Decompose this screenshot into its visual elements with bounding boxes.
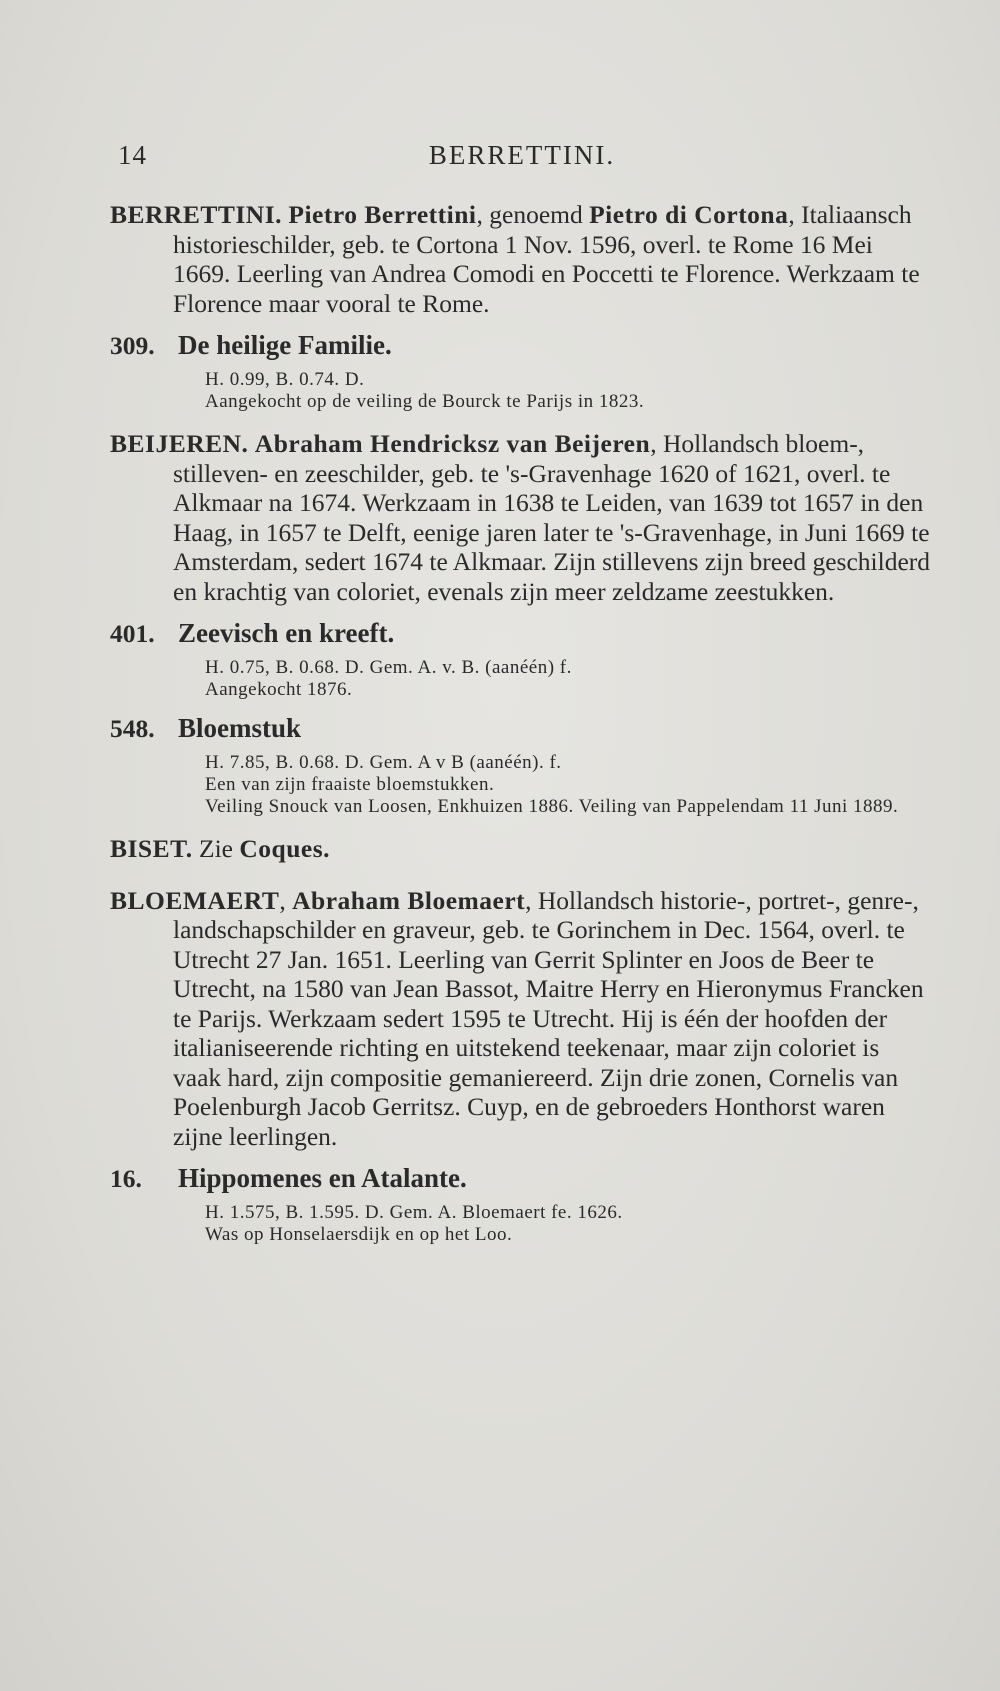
artist-bio-text: , Hollandsch bloem-, stilleven- en zeeschilder, geb. te 's-Gravenhage 1620 of 1621, overl. te Alkmaar na 1674. Werkzaam in 1638 te Leiden, van 1639 tot 1657 in den Haag, in 1657 te Delft, eenige jaren later te 's-Gravenhage, in Juni 1669 te Amsterdam, sedert 1674 te Alkmaar. Zijn stillevens zijn breed geschilderd en krachtig van coloriet, evenals zijn meer zeldzame zeestukken. — [173, 429, 931, 606]
artist-paragraph — [110, 834, 930, 864]
artwork-detail-line: Een van zijn fraaiste bloemstukken. — [205, 774, 495, 795]
artist-bio-text: , Hollandsch historie-, portret-, genre-, landschapschilder en graveur, geb. te Gorinchem in Dec. 1564, overl. te Utrecht 27 Jan. 1651. Leerling van Gerrit Splinter en Joos de Beer te Utrecht, na 1580 van Jean Bassot, Maitre Herry en Hieronymus Francken te Parijs. Werkzaam sedert 1595 te Utrecht. Hij is één der hoofden der italianiseerende richting en uitstekend teekenaar, maar zijn coloriet is vaak hard, zijn compositie gemaniereerd. Zijn drie zonen, Cornelis van Poelenburgh Jacob Gerritsz. Cuyp, en de gebroeders Honthorst waren zijne leerlingen. — [173, 885, 924, 1151]
artist-entry — [110, 886, 930, 1152]
artist-bio-text: , genoemd — [476, 200, 590, 229]
artwork-details — [110, 369, 930, 413]
artwork-title: Hippomenes en Atalante. — [178, 1163, 467, 1193]
artwork-details — [110, 1202, 930, 1246]
artwork-entry — [110, 618, 930, 649]
artist-name: Abraham Bloemaert — [292, 885, 526, 915]
artist-paragraph: BLOEMAERT, Abraham Bloemaert, Hollandsch historie-, portret-, genre-, landschapschilder en graveur, geb. te Gorinchem in Dec. 1564, overl. te Utrecht 27 Jan. 1651. Leerling van Gerrit Splinter en Joos de Beer te Utrecht, na 1580 van Jean Bassot, Maitre Herry en Hieronymus Francken te Parijs. Werkzaam sedert 1595 te Utrecht. Hij is één der hoofden der italianiseerende richting en uitstekend teekenaar, maar zijn coloriet is vaak hard, zijn compositie gemaniereerd. Zijn drie zonen, Cornelis van Poelenburgh Jacob Gerritsz. Cuyp, en de gebroeders Honthorst waren zijne leerlingen. — [110, 885, 924, 1151]
page-content — [110, 200, 930, 1250]
artwork-title: Bloemstuk — [178, 713, 302, 743]
artwork-detail-line: Aangekocht 1876. — [205, 679, 353, 700]
cross-reference-name: Coques. — [239, 834, 331, 863]
page-number: 14 — [118, 140, 147, 170]
page-header — [118, 140, 926, 180]
artist-paragraph — [110, 429, 930, 606]
artwork-details — [110, 752, 930, 818]
artwork-detail-line: H. 0.99, B. 0.74. D. — [205, 369, 365, 390]
catalogue-number: 309. — [110, 331, 155, 360]
artist-entry — [110, 429, 930, 606]
artwork-details — [110, 657, 930, 701]
artwork-detail-line: Was op Honselaersdijk en op het Loo. — [205, 1224, 513, 1245]
catalogue-number: 401. — [110, 619, 155, 648]
artist-name: Pietro Berrettini — [288, 200, 477, 229]
artist-bio-text: , Italiaansch historieschilder, geb. te Cortona 1 Nov. 1596, overl. te Rome 16 Mei 1669. Leerling van Andrea Comodi en Poccetti te Florence. Werkzaam te Florence maar vooral te Rome. — [173, 200, 920, 318]
artwork-detail-line: Veiling Snouck van Loosen, Enkhuizen 1886. Veiling van Pappelendam 11 Juni 1889. — [205, 796, 899, 817]
artwork-entry — [110, 330, 930, 361]
artist-alias: Pietro di Cortona — [589, 200, 789, 229]
catalogue-number: 548. — [110, 714, 155, 743]
artist-heading: BEIJEREN. — [110, 429, 249, 458]
artwork-entry — [110, 713, 930, 744]
artwork-detail-line: H. 0.75, B. 0.68. D. Gem. A. v. B. (aanéén) f. — [205, 657, 572, 678]
artist-heading: BERRETTINI. — [110, 200, 283, 229]
cross-reference-text: Zie — [192, 834, 240, 863]
artwork-title: De heilige Familie. — [178, 330, 392, 360]
artwork-detail-line: H. 7.85, B. 0.68. D. Gem. A v B (aanéén). f. — [205, 752, 562, 773]
artist-heading: BISET. — [110, 834, 193, 863]
artist-heading: BLOEMAERT — [110, 885, 280, 915]
artist-name: Abraham Hendricksz van Beijeren — [254, 429, 651, 458]
artist-entry — [110, 834, 930, 864]
artwork-entry — [110, 1163, 930, 1194]
artist-paragraph — [110, 200, 930, 318]
artwork-title: Zeevisch en kreeft. — [178, 618, 395, 648]
catalogue-number: 16. — [110, 1164, 142, 1193]
running-title: BERRETTINI. — [428, 140, 616, 170]
artist-entry — [110, 200, 930, 318]
artwork-detail-line: Aangekocht op de veiling de Bourck te Parijs in 1823. — [205, 391, 645, 412]
artwork-detail-line: H. 1.575, B. 1.595. D. Gem. A. Bloemaert fe. 1626. — [205, 1202, 623, 1223]
